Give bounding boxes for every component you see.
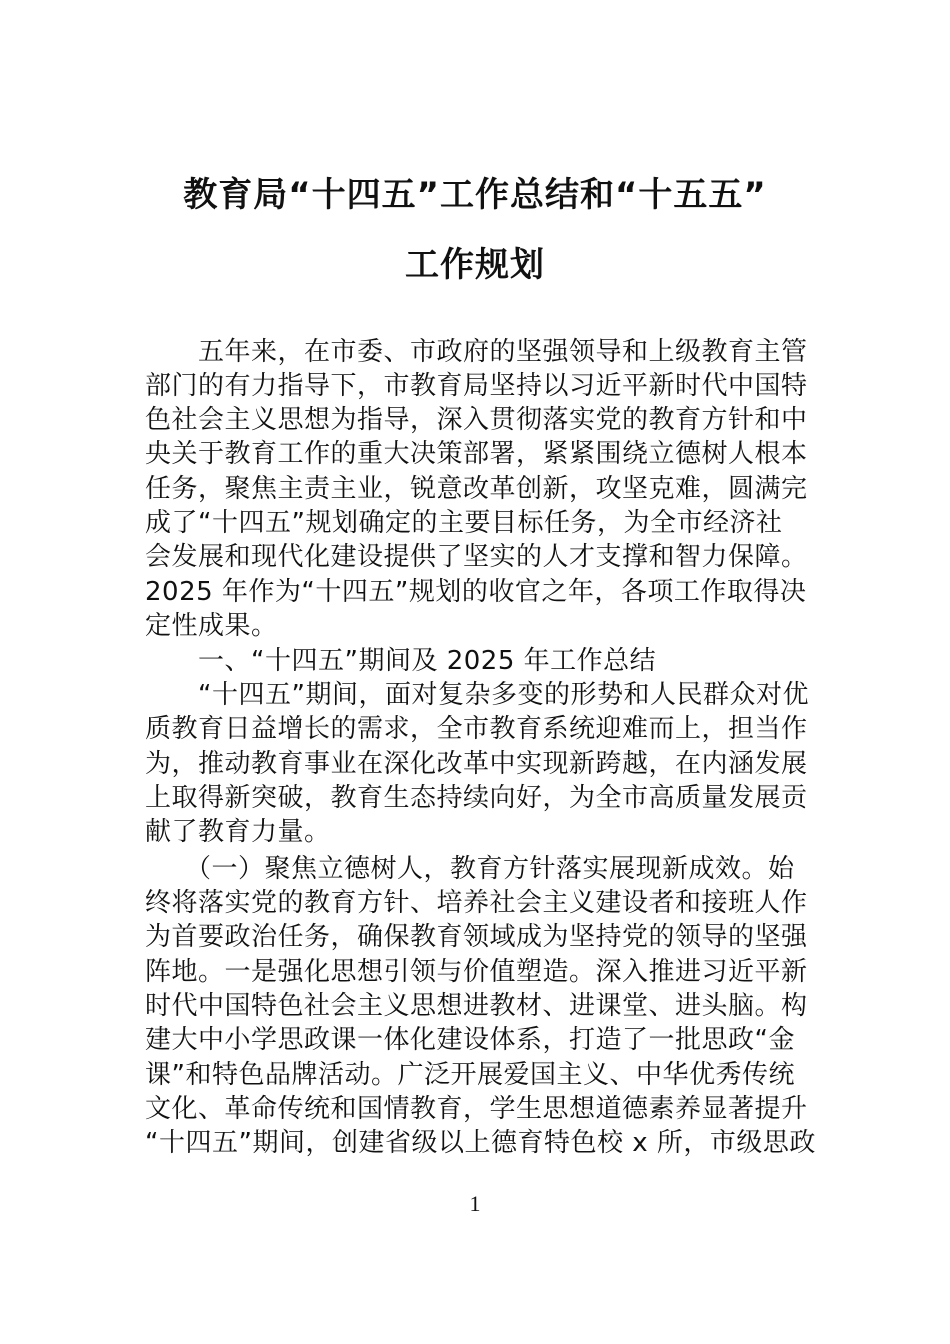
body-line: 定性成果。 (145, 611, 278, 641)
body-line: “十四五”期间，创建省级以上德育特色校 x 所，市级思政 (145, 1128, 816, 1158)
body-line: 课”和特色品牌活动。广泛开展爱国主义、中华优秀传统 (145, 1060, 795, 1090)
body-line: 五年来，在市委、市政府的坚强领导和上级教育主管 (145, 337, 808, 367)
body-line: 色社会主义思想为指导，深入贯彻落实党的教育方针和中 (145, 405, 808, 435)
body-line: 质教育日益增长的需求，全市教育系统迎难而上，担当作 (145, 714, 808, 744)
document-title-line-1: 教育局“十四五”工作总结和“十五五” (183, 175, 767, 215)
body-line: 阵地。一是强化思想引领与价值塑造。深入推进习近平新 (145, 957, 808, 987)
body-line: 为，推动教育事业在深化改革中实现新跨越，在内涵发展 (145, 749, 808, 779)
body-line: 文化、革命传统和国情教育，学生思想道德素养显著提升 (145, 1094, 808, 1124)
body-line: 任务，聚焦主责主业，锐意改革创新，攻坚克难，圆满完 (145, 474, 808, 504)
body-line: 上取得新突破，教育生态持续向好，为全市高质量发展贡 (145, 783, 808, 813)
page-number: 1 (469, 1191, 481, 1216)
document-title-line-2: 工作规划 (405, 245, 545, 285)
subsection-heading-line: （一）聚焦立德树人，教育方针落实展现新成效。始 (145, 854, 795, 884)
body-line: 成了“十四五”规划确定的主要目标任务，为全市经济社 (145, 508, 783, 538)
body-line: 时代中国特色社会主义思想进教材、进课堂、进头脑。构 (145, 991, 808, 1021)
body-line: 会发展和现代化建设提供了坚实的人才支撑和智力保障。 (145, 542, 808, 572)
body-line: 部门的有力指导下，市教育局坚持以习近平新时代中国特 (145, 371, 808, 401)
body-line: “十四五”期间，面对复杂多变的形势和人民群众对优 (145, 680, 809, 710)
body-line: 为首要政治任务，确保教育领域成为坚持党的领导的坚强 (145, 922, 808, 952)
section-heading: 一、“十四五”期间及 2025 年工作总结 (145, 646, 657, 676)
body-line: 献了教育力量。 (145, 817, 331, 847)
body-line: 2025 年作为“十四五”规划的收官之年，各项工作取得决 (145, 577, 807, 607)
body-line: 终将落实党的教育方针、培养社会主义建设者和接班人作 (145, 888, 808, 918)
body-line: 建大中小学思政课一体化建设体系，打造了一批思政“金 (145, 1025, 795, 1055)
body-line: 央关于教育工作的重大决策部署，紧紧围绕立德树人根本 (145, 439, 808, 469)
